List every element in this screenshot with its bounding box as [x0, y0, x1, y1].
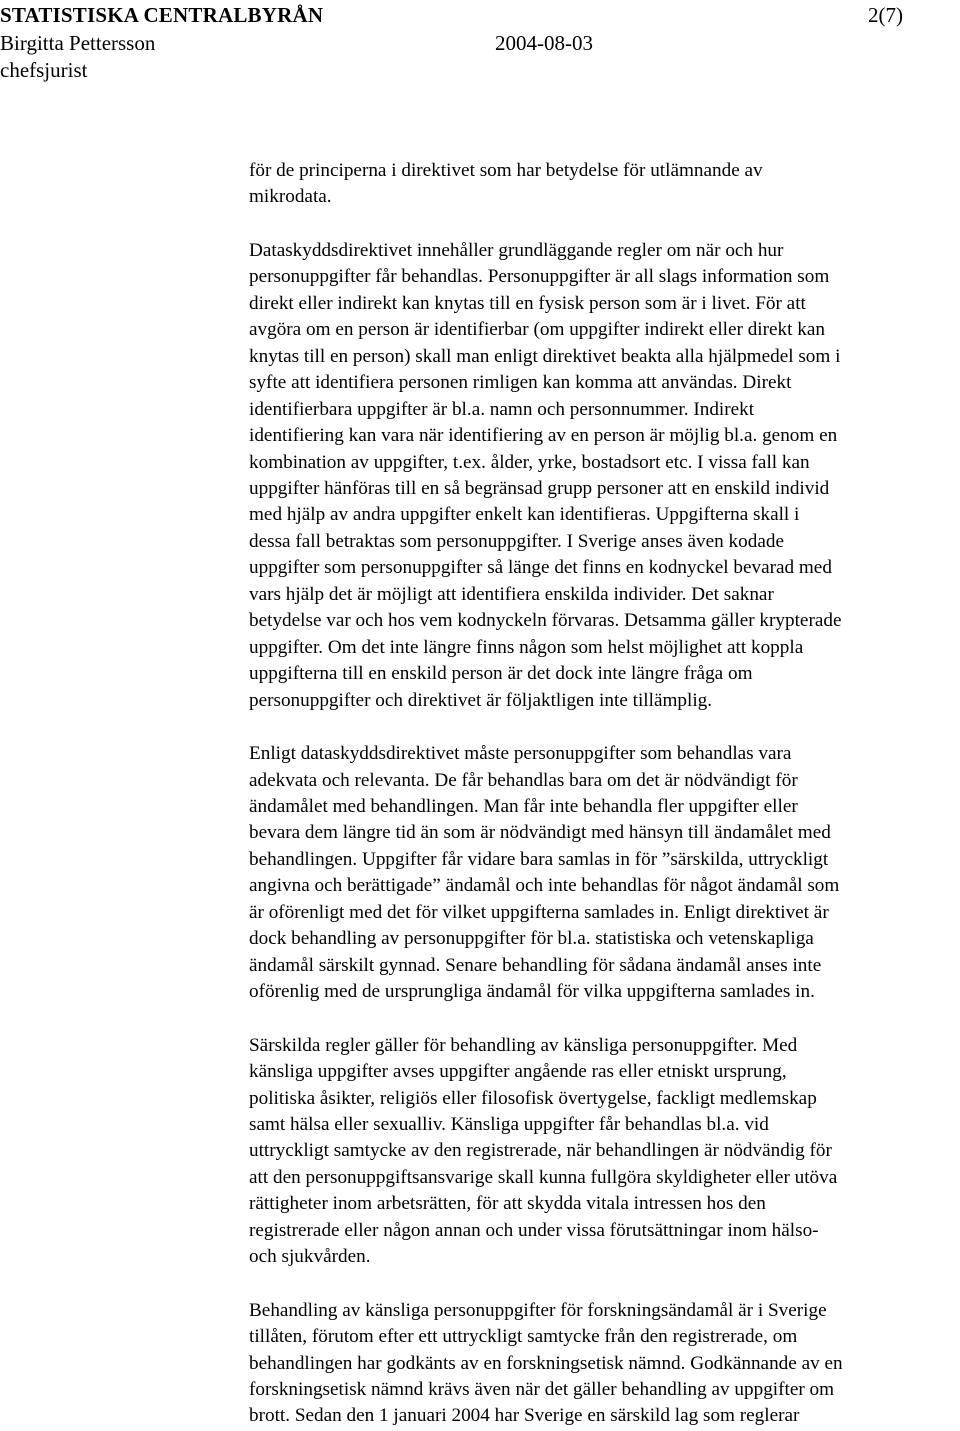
- text-line: personuppgifter får behandlas. Personuppgifter är all slags information som: [249, 266, 830, 288]
- text-line: angivna och berättigade” ändamål och inte behandlas för något ändamål som: [249, 875, 840, 897]
- text-line: direkt eller indirekt kan knytas till en fysisk person som är i livet. För att: [249, 292, 806, 314]
- text-line: brott. Sedan den 1 januari 2004 har Sverige en särskild lag som reglerar: [249, 1405, 800, 1427]
- text-line: knytas till en person) skall man enligt direktivet beakta alla hjälpmedel som i: [249, 345, 841, 367]
- text-line: mikrodata.: [249, 186, 332, 208]
- text-line: betydelse var och hos vem kodnyckeln förvaras. Detsamma gäller krypterade: [249, 610, 842, 632]
- text-line: känsliga uppgifter avses uppgifter angående ras eller etniskt ursprung,: [249, 1061, 787, 1083]
- page-number: 2(7): [868, 3, 903, 27]
- text-line: rättigheter inom arbetsrätten, för att skydda vitala intressen hos den: [249, 1193, 766, 1215]
- document-date: 2004-08-03: [495, 31, 593, 55]
- text-line: Särskilda regler gäller för behandling av känsliga personuppgifter. Med: [249, 1034, 798, 1056]
- text-line: Behandling av känsliga personuppgifter för forskningsändamål är i Sverige: [249, 1299, 827, 1321]
- text-line: dessa fall betraktas som personuppgifter. I Sverige anses även kodade: [249, 530, 784, 552]
- text-line: Enligt dataskyddsdirektivet måste personuppgifter som behandlas vara: [249, 743, 792, 765]
- text-line: med hjälp av andra uppgifter enkelt kan identifieras. Uppgifterna skall i: [249, 504, 800, 526]
- text-line: att den personuppgiftsansvarige skall kunna fullgöra skyldigheter eller utöva: [249, 1166, 838, 1188]
- text-line: oförenlig med de ursprungliga ändamål för vilka uppgifterna samlades in.: [249, 981, 815, 1003]
- author-name: Birgitta Pettersson: [0, 31, 156, 55]
- text-line: uppgifter hänföras till en så begränsad grupp personer att en enskild individ: [249, 477, 830, 499]
- text-line: bevara dem längre tid än som är nödvändigt med hänsyn till ändamålet med: [249, 822, 831, 844]
- text-line: uppgifterna till en enskild person är det dock inte längre fråga om: [249, 663, 753, 685]
- text-line: behandlingen har godkänts av en forskningsetisk nämnd. Godkännande av en: [249, 1352, 843, 1374]
- text-line: avgöra om en person är identifierbar (om uppgifter indirekt eller direkt kan: [249, 319, 825, 341]
- text-line: uttryckligt samtycke av den registrerade, när behandlingen är nödvändig för: [249, 1140, 832, 1162]
- document-body: [249, 158, 960, 1430]
- text-line: uppgifter som personuppgifter så länge det finns en kodnyckel bevarad med: [249, 557, 832, 579]
- text-line: kombination av uppgifter, t.ex. ålder, yrke, bostadsort etc. I vissa fall kan: [249, 451, 810, 473]
- organization-name: STATISTISKA CENTRALBYRÅN: [0, 3, 324, 27]
- document-header: [0, 0, 960, 84]
- text-line: forskningsetisk nämnd krävs även när det gäller behandling av uppgifter om: [249, 1379, 835, 1401]
- text-line: syfte att identifiera personen rimligen kan komma att användas. Direkt: [249, 372, 792, 394]
- text-line: politiska åsikter, religiös eller filosofisk övertygelse, fackligt medlemskap: [249, 1087, 817, 1109]
- text-line: adekvata och relevanta. De får behandlas bara om det är nödvändigt för: [249, 769, 798, 791]
- paragraph: [249, 741, 960, 1006]
- author-title: chefsjurist: [0, 58, 88, 82]
- text-line: ändamålet med behandlingen. Man får inte behandla fler uppgifter eller: [249, 795, 798, 817]
- paragraph: [249, 238, 960, 714]
- text-line: tillåten, förutom efter ett uttryckligt samtycke från den registrerade, om: [249, 1326, 798, 1348]
- text-line: samt hälsa eller sexualliv. Känsliga uppgifter får behandlas bl.a. vid: [249, 1113, 769, 1135]
- text-line: personuppgifter och direktivet är följaktligen inte tillämplig.: [249, 689, 713, 711]
- text-line: Dataskyddsdirektivet innehåller grundläggande regler om när och hur: [249, 239, 784, 261]
- paragraph: [249, 1298, 960, 1430]
- text-line: vars hjälp det är möjligt att identifiera enskilda individer. Det saknar: [249, 583, 774, 605]
- text-line: identifierbara uppgifter är bl.a. namn och personnummer. Indirekt: [249, 398, 755, 420]
- text-line: registrerade eller någon annan och under vissa förutsättningar inom hälso-: [249, 1219, 819, 1241]
- text-line: ändamål särskilt gynnad. Senare behandling för sådana ändamål anses inte: [249, 954, 822, 976]
- text-line: uppgifter. Om det inte längre finns någon som helst möjlighet att koppla: [249, 636, 804, 658]
- text-line: för de principerna i direktivet som har betydelse för utlämnande av: [249, 160, 763, 181]
- text-line: är oförenligt med det för vilket uppgifterna samlades in. Enligt direktivet är: [249, 901, 829, 923]
- text-line: dock behandling av personuppgifter för bl.a. statistiska och vetenskapliga: [249, 928, 814, 950]
- paragraph: [249, 1033, 960, 1271]
- text-line: identifiering kan vara när identifiering av en person är möjlig bl.a. genom en: [249, 425, 838, 447]
- paragraph: [249, 158, 960, 211]
- text-line: och sjukvården.: [249, 1246, 371, 1268]
- text-line: behandlingen. Uppgifter får vidare bara samlas in för ”särskilda, uttryckligt: [249, 848, 829, 870]
